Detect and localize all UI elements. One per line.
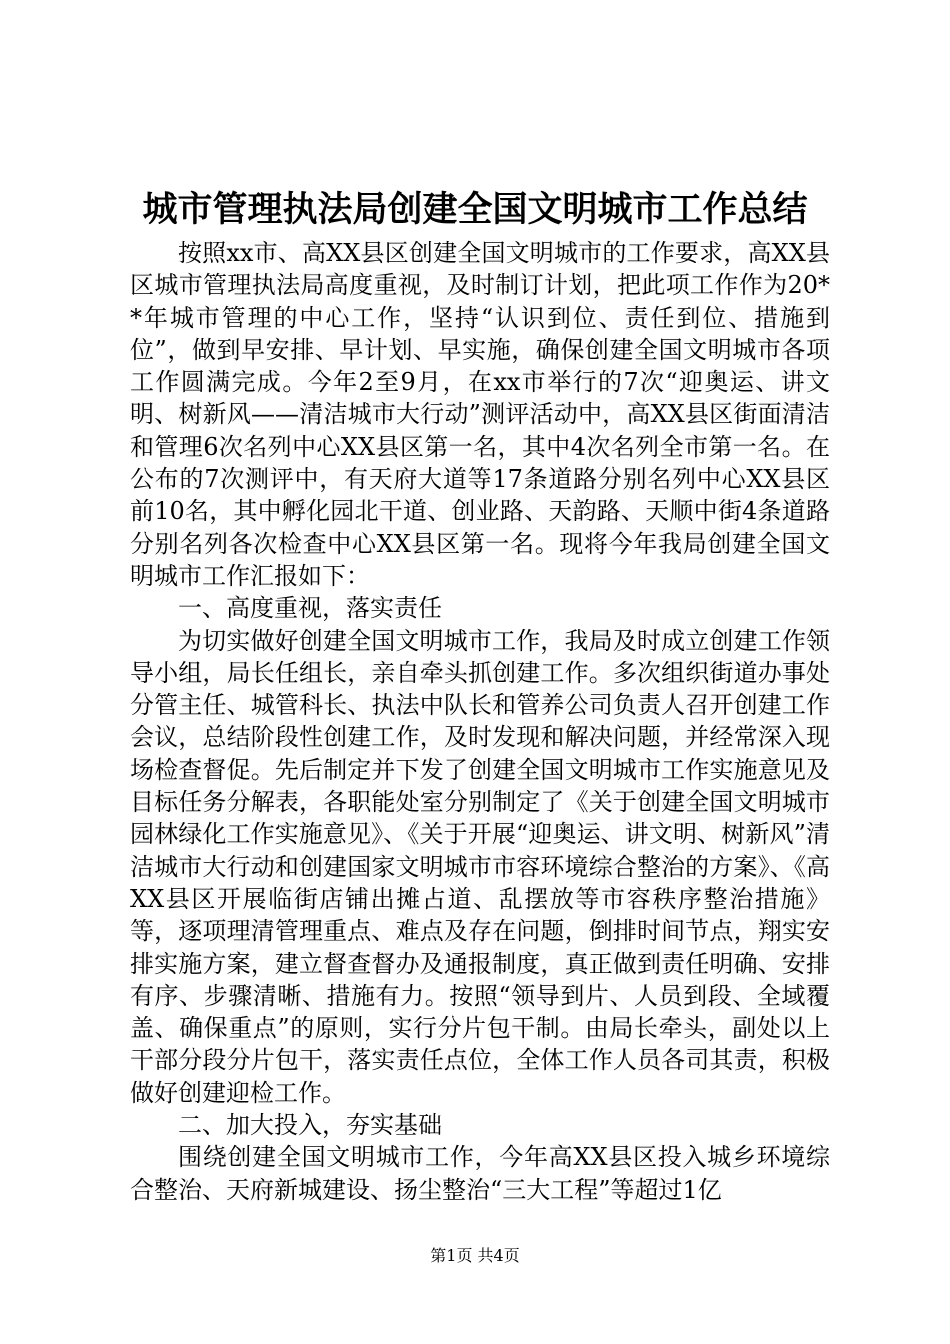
section-2-paragraph: 围绕创建全国文明城市工作，今年高XX县区投入城乡环境综合整治、天府新城建设、扬尘整治“三大工程”等超过1亿 — [130, 1143, 830, 1204]
document-title: 城市管理执法局创建全国文明城市工作总结 — [142, 189, 808, 230]
section-heading-2: 二、加大投入，夯实基础 — [178, 1111, 442, 1140]
intro-paragraph: 按照xx市、高XX县区创建全国文明城市的工作要求，高XX县区城市管理执法局高度重视，及时制订计划，把此项工作作为20**年城市管理的中心工作，坚持“认识到位、责任到位、措施到位”，做到早安排、早计划、早实施，确保创建全国文明城市各项工作圆满完成。今年2至9月，在xx市举行的7次“迎奥运、讲文明、树新风——清洁城市大行动”测评活动中，高XX县区街面清洁和管理6次名列中心XX县区第一名，其中4次名列全市第一名。在公布的7次测评中，有天府大道等17条道路分别名列中心XX县区前10名，其中孵化园北干道、创业路、天韵路、天顺中街4条道路分别名列各次检查中心XX县区第一名。现将今年我局创建全国文明城市工作汇报如下： — [130, 239, 830, 590]
section-1-paragraph: 为切实做好创建全国文明城市工作，我局及时成立创建工作领导小组，局长任组长，亲自牵头抓创建工作。多次组织街道办事处分管主任、城管科长、执法中队长和管养公司负责人召开创建工作会议，总结阶段性创建工作，及时发现和解决问题，并经常深入现场检查督促。先后制定并下发了创建全国文明城市工作实施意见及目标任务分解表，各职能处室分别制定了《关于创建全国文明城市园林绿化工作实施意见》、《关于开展“迎奥运、讲文明、树新风”清洁城市大行动和创建国家文明城市市容环境综合整治的方案》、《高XX县区开展临街店铺出摊占道、乱摆放等市容秩序整治措施》等，逐项理清管理重点、难点及存在问题，倒排时间节点，翔实安排实施方案，建立督查督办及通报制度，真正做到责任明确、安排有序、步骤清晰、措施有力。按照“领导到片、人员到段、全域覆盖、确保重点”的原则，实行分片包干制。由局长牵头，副处以上干部分段分片包干，落实责任点位，全体工作人员各司其责，积极做好创建迎检工作。 — [130, 626, 830, 1107]
page-number-footer: 第1页 共4页 — [430, 1246, 520, 1265]
section-heading-1: 一、高度重视，落实责任 — [178, 594, 442, 623]
document-body — [130, 237, 830, 1206]
